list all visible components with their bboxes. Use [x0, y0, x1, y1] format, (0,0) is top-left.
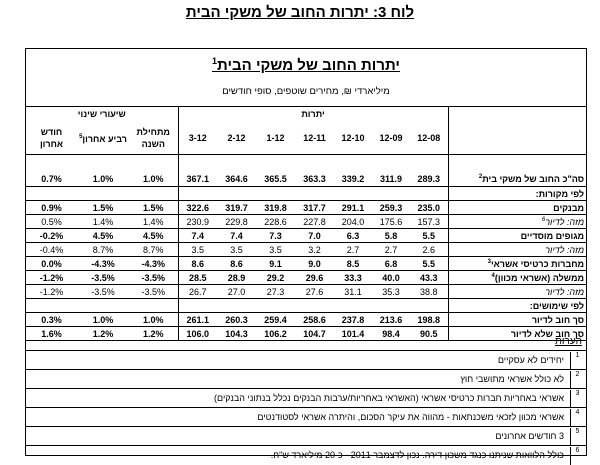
- value-cell: 8.5: [346, 258, 360, 269]
- value-cell: 8.6: [191, 258, 205, 269]
- change-cell: [77, 299, 129, 313]
- note-number: 1: [570, 352, 584, 370]
- value-cell: 228.6: [264, 216, 287, 227]
- change-cell: [129, 299, 178, 313]
- change-cell: -0.4%: [39, 244, 64, 255]
- change-cell: 0.7%: [41, 174, 62, 185]
- change-cell: -4.3%: [91, 258, 115, 269]
- change-cell: -3.5%: [91, 286, 115, 297]
- value-cell: 261.1: [186, 314, 210, 325]
- value-cell: [295, 187, 334, 201]
- note-row: [26, 445, 586, 464]
- value-cell: 364.6: [225, 174, 248, 185]
- change-cell: 0.5%: [41, 216, 62, 227]
- spacer-cell: [334, 155, 372, 173]
- table-row: [26, 271, 586, 285]
- spacer-cell: [26, 155, 77, 173]
- note-row: [26, 350, 586, 369]
- value-cell: 104.7: [303, 328, 326, 339]
- change-cell: 1.0%: [129, 173, 178, 187]
- note-number: 6: [570, 447, 584, 465]
- value-cell: 106.0: [186, 328, 210, 339]
- value-cell: 227.8: [303, 216, 326, 227]
- value-cell: 175.6: [379, 216, 403, 227]
- debt-table: [26, 106, 586, 341]
- value-cell: 35.3: [382, 286, 400, 297]
- change-cell: 1.2%: [92, 328, 114, 339]
- value-cell: 2.6: [410, 243, 448, 257]
- table-row: [26, 201, 586, 215]
- row-label: מזה: לדיור: [545, 286, 585, 297]
- footnote-ref: 5: [79, 133, 83, 140]
- value-cell: 98.4: [382, 328, 400, 339]
- value-cell: 8.6: [230, 258, 243, 269]
- note-row: [26, 369, 586, 388]
- change-cell: 1.4%: [92, 216, 114, 227]
- row-label: לפי מקורות:: [535, 188, 585, 199]
- value-cell: 3.5: [269, 244, 282, 255]
- table-row: [26, 257, 586, 271]
- note-number: 2: [570, 371, 584, 389]
- value-cell: [178, 187, 217, 201]
- value-cell: 29.2: [266, 272, 285, 283]
- change-cell: 8.7%: [129, 243, 178, 257]
- row-label: מגופים מוסדיים: [520, 230, 585, 241]
- value-cell: [256, 299, 295, 313]
- value-cell: 28.9: [227, 272, 246, 283]
- label-col-header: [448, 122, 586, 155]
- change-cell: 4.5%: [129, 229, 178, 243]
- value-cell: 7.4: [230, 230, 243, 241]
- value-cell: 27.3: [266, 286, 285, 297]
- spacer-cell: [77, 155, 129, 173]
- value-cell: 311.9: [380, 174, 403, 185]
- table-row: [26, 313, 586, 327]
- value-cell: 43.3: [410, 271, 448, 285]
- value-cell: 259.4: [264, 314, 287, 325]
- value-cell: 6.8: [384, 258, 398, 269]
- document-title: לוח 3: יתרות החוב של משקי הבית: [185, 4, 415, 21]
- note-number: 4: [570, 409, 584, 427]
- value-cell: 235.0: [410, 201, 448, 215]
- value-cell: 365.5: [264, 174, 287, 185]
- note-number: 3: [570, 390, 584, 408]
- footnote-ref: 4: [491, 272, 495, 279]
- value-cell: 230.9: [186, 216, 210, 227]
- note-row: [26, 388, 586, 407]
- value-cell: 317.7: [303, 202, 326, 213]
- row-label: מבנקים: [553, 202, 585, 213]
- value-cell: 291.1: [341, 202, 365, 213]
- note-text: יחידים לא עסקיים: [497, 355, 564, 365]
- notes-section: [26, 336, 586, 464]
- spacer-cell: [448, 155, 586, 173]
- table-frame: [25, 48, 587, 460]
- value-cell: [334, 187, 372, 201]
- value-cell: 3.5: [230, 244, 243, 255]
- value-cell: 28.5: [189, 272, 207, 283]
- table-subtitle: מיליארדי ₪, מחירים שוטפים, סופי חודשים: [222, 86, 390, 97]
- note-row: [26, 426, 586, 445]
- change-cell: -0.2%: [39, 230, 64, 241]
- value-cell: 198.8: [410, 313, 448, 327]
- value-cell: [178, 299, 217, 313]
- note-row: [26, 407, 586, 426]
- note-text: אשראי מכוון לזכאי משכנתאות - מהווה את עיקר הסכום, והיתרה אשראי לסטודנטים: [257, 412, 564, 422]
- value-cell: [217, 187, 256, 201]
- value-cell: 204.0: [341, 216, 365, 227]
- table-row: [26, 187, 586, 201]
- value-cell: 9.0: [308, 258, 321, 269]
- value-cell: [295, 299, 334, 313]
- change-cell: 4.5%: [92, 230, 114, 241]
- value-cell: 106.2: [264, 328, 287, 339]
- value-cell: 3.2: [308, 244, 321, 255]
- value-cell: [410, 299, 448, 313]
- value-cell: 7.0: [308, 230, 321, 241]
- change-cell: -4.3%: [129, 257, 178, 271]
- value-cell: 319.8: [264, 202, 287, 213]
- value-cell: 237.8: [341, 314, 365, 325]
- change-cell: -1.2%: [39, 272, 64, 283]
- row-label: סך חוב שלא לדיור: [510, 328, 585, 339]
- balances-header: יתרות: [178, 107, 448, 122]
- period-col-header: 2-12: [227, 132, 246, 143]
- value-cell: 363.3: [303, 174, 326, 185]
- change-cell: 1.4%: [129, 215, 178, 229]
- change-cell: [129, 187, 178, 201]
- value-cell: 157.3: [410, 215, 448, 229]
- value-cell: 3.5: [191, 244, 205, 255]
- period-col-header: 3-12: [188, 132, 207, 143]
- spacer-cell: [256, 155, 295, 173]
- value-cell: [334, 299, 372, 313]
- note-text: לא כולל אשראי מתושבי חוץ: [460, 374, 564, 384]
- value-cell: [372, 299, 410, 313]
- notes-title: הערות: [554, 336, 582, 347]
- row-label: מזה: לדיור$^6$: [541, 216, 585, 227]
- value-cell: 5.5: [410, 229, 448, 243]
- period-col-header: 12-08: [410, 122, 448, 155]
- change-cell: [77, 187, 129, 201]
- change-col-header: חודש אחרון: [39, 126, 64, 149]
- value-cell: 38.8: [410, 285, 448, 299]
- footnote-ref: 3: [487, 258, 491, 265]
- change-cell: [26, 187, 77, 201]
- value-cell: 101.4: [341, 328, 365, 339]
- value-cell: 229.8: [225, 216, 248, 227]
- row-label: סה"כ החוב של משקי בית$^2$: [478, 174, 585, 185]
- period-col-header: 12-09: [379, 132, 403, 143]
- value-cell: 258.6: [303, 314, 326, 325]
- table-row: [26, 215, 586, 229]
- footnote-ref: 6: [541, 216, 546, 223]
- value-cell: 26.7: [189, 286, 207, 297]
- period-col-header: 1-12: [266, 132, 285, 143]
- value-cell: [410, 187, 448, 201]
- change-col-header: רביע אחרון$^5$: [79, 133, 127, 144]
- change-cell: 0.3%: [41, 314, 62, 325]
- change-cell: 1.6%: [41, 328, 62, 339]
- change-col-header: מתחילת השנה: [129, 122, 178, 155]
- footnote-ref: 2: [478, 174, 483, 181]
- value-cell: [217, 299, 256, 313]
- value-cell: 27.0: [227, 286, 246, 297]
- value-cell: 259.3: [379, 202, 403, 213]
- value-cell: 367.1: [186, 174, 210, 185]
- change-cell: 8.7%: [92, 244, 114, 255]
- table-row: [26, 229, 586, 243]
- value-cell: 104.3: [225, 328, 248, 339]
- note-text: אשראי באחריות חברות כרטיסי אשראי (האשראי באחריות/ערבות הבנקים נכלל בנתוני הבנקים): [214, 393, 564, 403]
- value-cell: 6.3: [346, 230, 360, 241]
- row-label: ממשלה (אשראי מכוון)$^4$: [491, 272, 585, 283]
- value-cell: 260.3: [225, 314, 248, 325]
- row-label: סך חוב לדיור: [531, 314, 585, 325]
- value-cell: 7.4: [191, 230, 205, 241]
- row-label: לפי שימושים:: [529, 300, 585, 311]
- value-cell: 27.6: [305, 286, 324, 297]
- spacer-cell: [295, 155, 334, 173]
- table-row: [26, 243, 586, 257]
- change-cell: -1.2%: [39, 286, 64, 297]
- change-cell: 0.9%: [41, 202, 62, 213]
- spacer-cell: [410, 155, 448, 173]
- value-cell: 90.5: [410, 327, 448, 341]
- change-cell: 0.0%: [41, 258, 62, 269]
- table-row: [26, 173, 586, 187]
- change-cell: -3.5%: [91, 272, 115, 283]
- value-cell: [256, 187, 295, 201]
- value-cell: 289.3: [410, 173, 448, 187]
- table-title: יתרות החוב של משקי הבית$^1$: [212, 56, 400, 74]
- change-cell: 1.0%: [129, 313, 178, 327]
- value-cell: 5.8: [384, 230, 398, 241]
- value-cell: 5.5: [410, 257, 448, 271]
- changes-header: שיעורי שינוי: [26, 107, 178, 122]
- period-col-header: 12-10: [341, 132, 365, 143]
- value-cell: 33.3: [344, 272, 362, 283]
- change-cell: [26, 299, 77, 313]
- value-cell: 2.7: [384, 244, 398, 255]
- change-cell: 1.5%: [92, 202, 114, 213]
- spacer-cell: [129, 155, 178, 173]
- value-cell: 9.1: [269, 258, 282, 269]
- value-cell: 2.7: [346, 244, 360, 255]
- spacer-cell: [217, 155, 256, 173]
- spacer-cell: [372, 155, 410, 173]
- change-cell: -3.5%: [129, 271, 178, 285]
- spacer-cell: [178, 155, 217, 173]
- value-cell: [372, 187, 410, 201]
- note-number: 5: [570, 428, 584, 446]
- value-cell: 322.6: [186, 202, 210, 213]
- value-cell: 213.6: [379, 314, 403, 325]
- value-cell: 31.1: [344, 286, 362, 297]
- change-cell: 1.5%: [129, 201, 178, 215]
- row-label: מחברות כרטיסי אשראי$^3$: [487, 258, 585, 269]
- period-col-header: 12-11: [303, 132, 326, 143]
- note-text: כולל הלוואות שניתנו כנגד משכון דירה. נכון לדצמבר 2011 - כ-20 מיליארד ש"ח.: [270, 450, 564, 460]
- value-cell: 29.6: [305, 272, 324, 283]
- value-cell: 40.0: [382, 272, 400, 283]
- value-cell: 319.7: [225, 202, 248, 213]
- change-cell: 1.2%: [129, 327, 178, 341]
- table-row: [26, 299, 586, 313]
- change-cell: -3.5%: [129, 285, 178, 299]
- table-row: [26, 285, 586, 299]
- value-cell: 7.3: [269, 230, 282, 241]
- value-cell: 339.2: [341, 174, 365, 185]
- change-cell: 1.0%: [92, 314, 114, 325]
- row-label: מזה: לדיור: [545, 244, 585, 255]
- change-cell: 1.0%: [92, 174, 114, 185]
- note-text: 3 חודשים אחרונים: [495, 431, 564, 441]
